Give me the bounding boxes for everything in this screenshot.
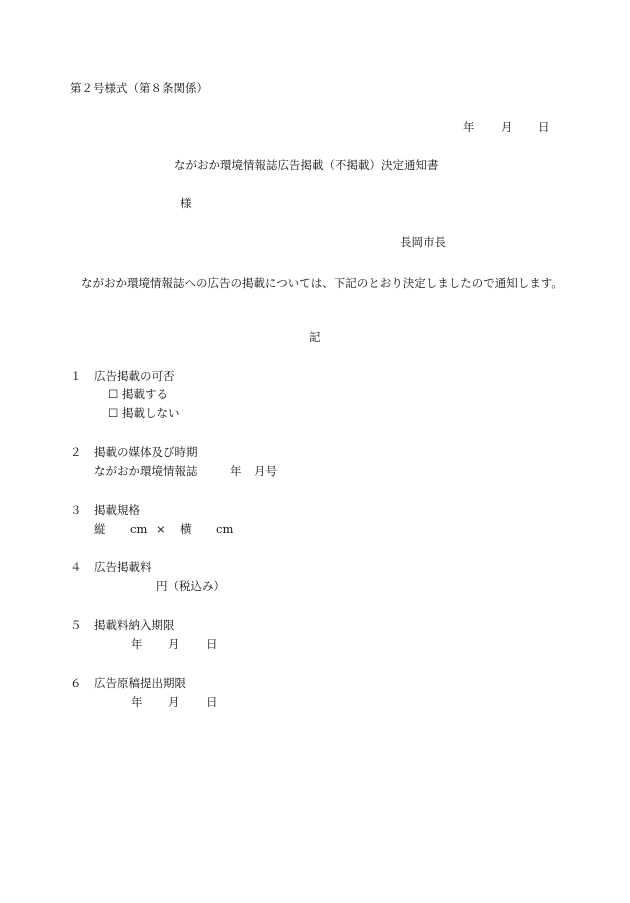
option-publish: ☐ 掲載する — [108, 387, 168, 401]
item-5-label: 掲載料納入期限 — [94, 618, 175, 632]
item-3-times: × — [156, 522, 166, 536]
item-3-number: ３ — [70, 503, 82, 517]
item-3-unit-2: cm — [216, 522, 234, 536]
item-5-year: 年 — [131, 637, 143, 651]
item-4-label: 広告掲載料 — [94, 560, 152, 574]
item-3-tate: 縦 — [94, 522, 106, 536]
item-4-number: ４ — [70, 560, 82, 574]
recipient-suffix: 様 — [180, 196, 192, 210]
item-2-month: 月号 — [254, 464, 277, 478]
date-day: 日 — [538, 120, 550, 134]
item-3-yoko: 横 — [180, 522, 192, 536]
item-1-heading — [70, 369, 175, 383]
item-6-day: 日 — [206, 695, 218, 709]
item-2-label: 掲載の媒体及び時期 — [94, 445, 198, 459]
item-6-label: 広告原稿提出期限 — [94, 676, 186, 690]
item-3-heading — [70, 503, 140, 517]
item-5-month: 月 — [168, 637, 180, 651]
item-5-heading — [70, 618, 175, 632]
item-2-media: ながおか環境情報誌 — [94, 464, 198, 478]
item-5-number: ５ — [70, 618, 82, 632]
item-6-heading — [70, 676, 186, 690]
ki-label: 記 — [309, 330, 321, 344]
item-2-heading — [70, 445, 198, 459]
item-2-year: 年 — [230, 464, 242, 478]
issuer: 長岡市長 — [400, 235, 446, 249]
item-6-year: 年 — [131, 695, 143, 709]
document-title: ながおか環境情報誌広告掲載（不掲載）決定通知書 — [174, 158, 439, 172]
item-3-unit-1: cm — [130, 522, 148, 536]
item-1-number: １ — [70, 369, 82, 383]
item-4-heading — [70, 560, 152, 574]
item-6-number: ６ — [70, 676, 82, 690]
date-month: 月 — [501, 120, 513, 134]
form-number: 第２号様式（第８条関係） — [70, 81, 208, 95]
item-2-number: ２ — [70, 445, 82, 459]
body-text: ながおか環境情報誌への広告の掲載については、下記のとおり決定しましたので通知します。 — [81, 276, 563, 290]
date-year: 年 — [463, 120, 475, 134]
option-not-publish: ☐ 掲載しない — [108, 406, 180, 420]
item-4-yen: 円（税込み） — [156, 579, 225, 593]
item-3-label: 掲載規格 — [94, 503, 140, 517]
item-5-day: 日 — [206, 637, 218, 651]
item-1-label: 広告掲載の可否 — [94, 369, 175, 383]
item-6-month: 月 — [168, 695, 180, 709]
